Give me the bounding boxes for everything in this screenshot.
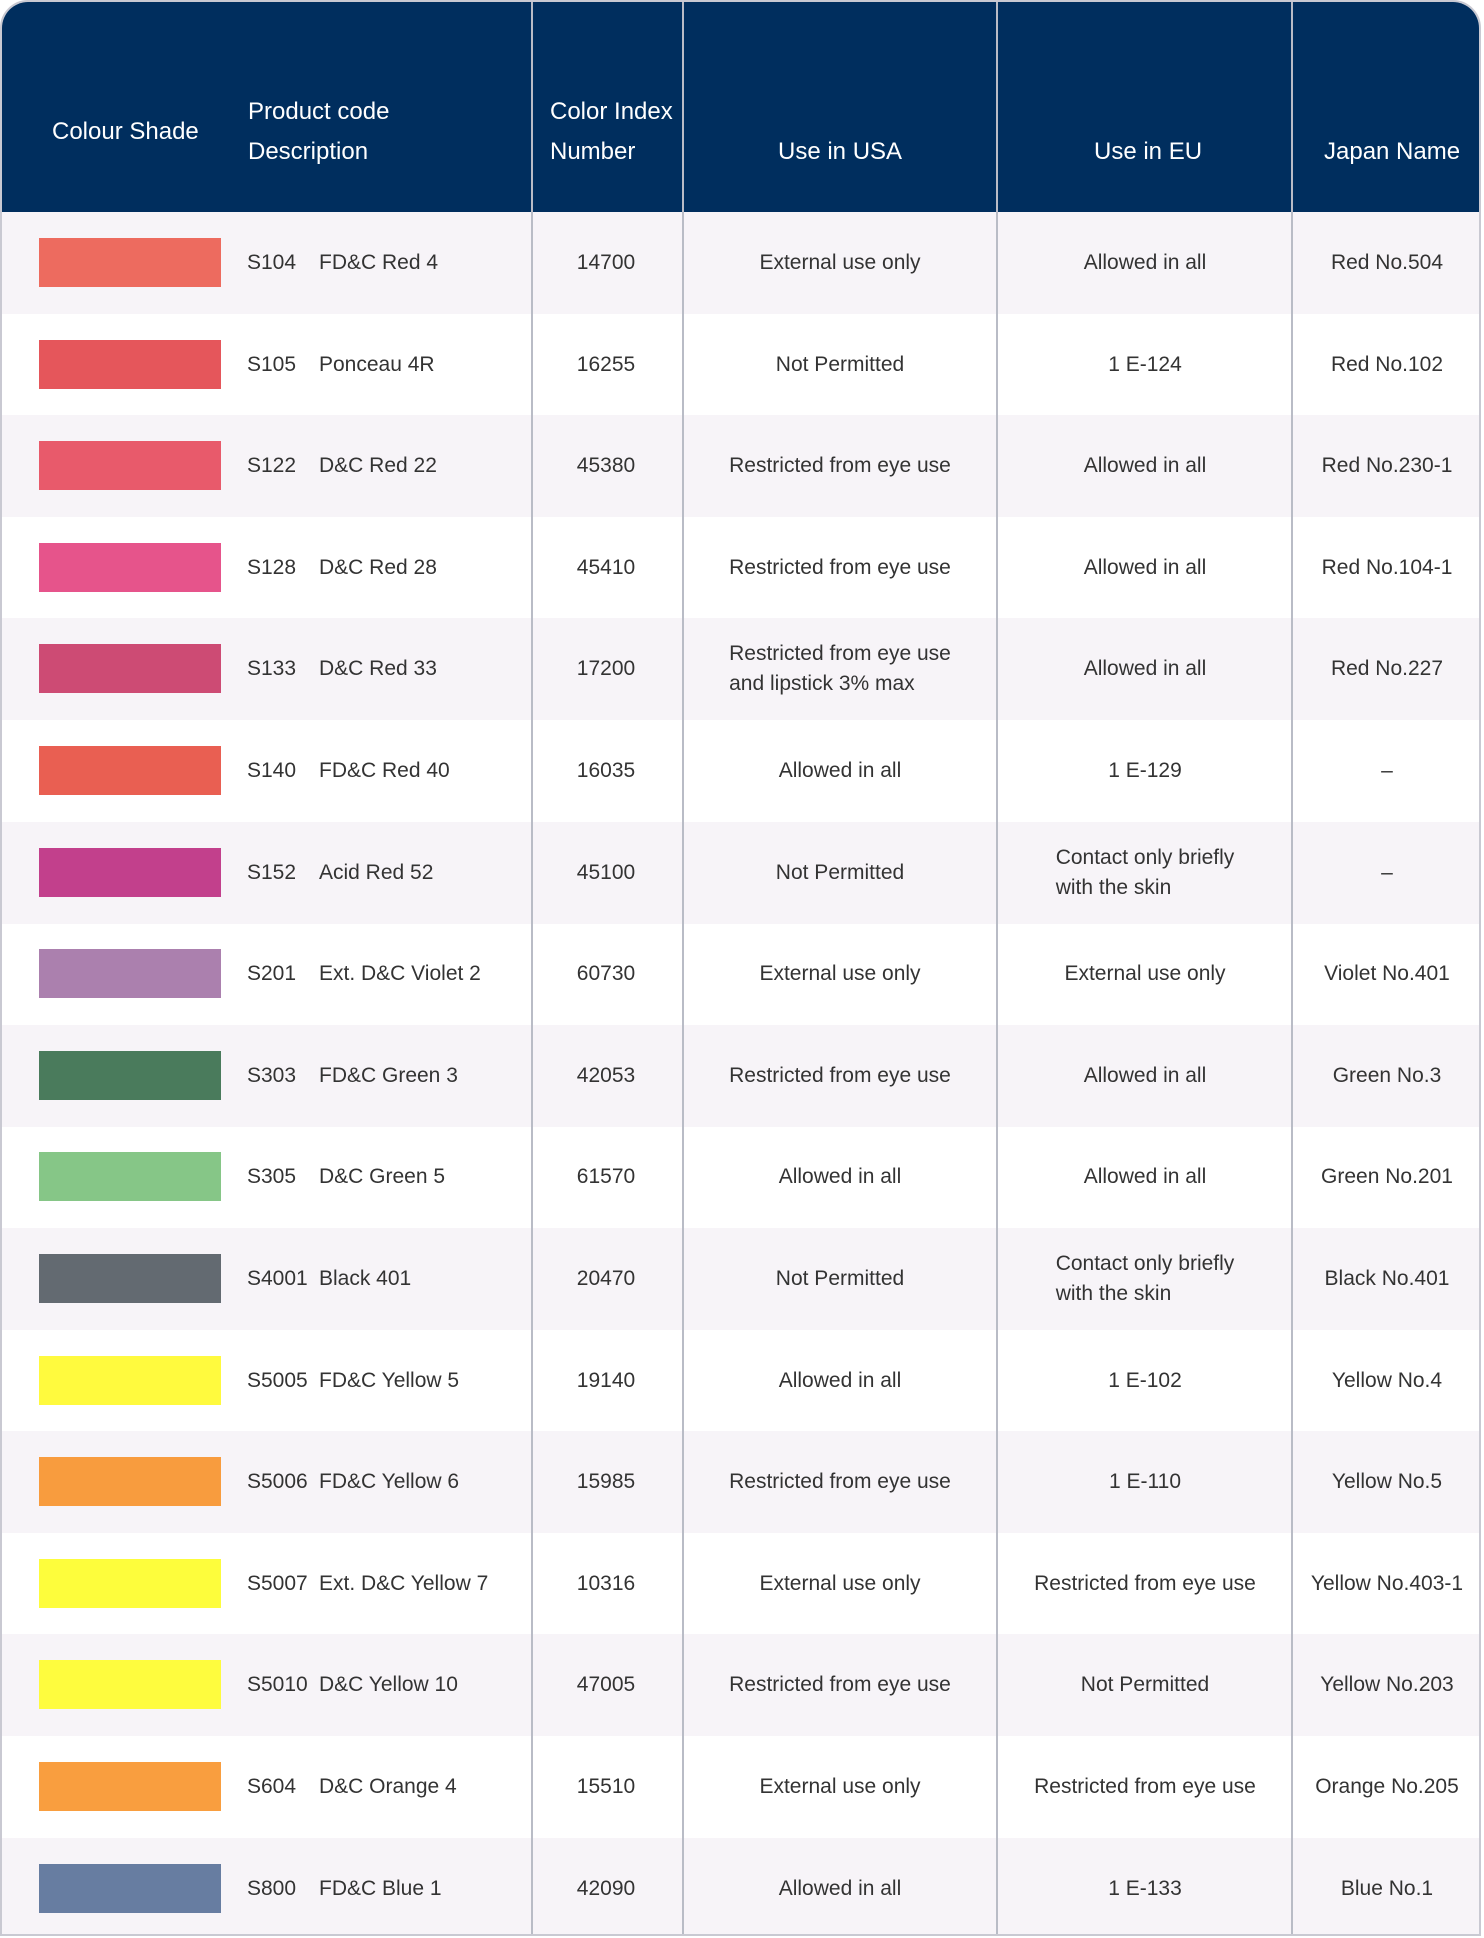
japan-name: Black No.401 — [1324, 1267, 1450, 1290]
table-row — [2, 1533, 1479, 1635]
header-description-label: Description — [248, 138, 369, 165]
use-in-eu-text — [1108, 756, 1182, 786]
product-code: S122 — [247, 454, 297, 478]
product-description: D&C Red 28 — [319, 555, 437, 579]
table-row — [2, 1228, 1479, 1330]
color-index-number: 15985 — [576, 1470, 636, 1494]
use-in-usa-text — [776, 1264, 904, 1294]
use-in-eu-line: Allowed in all — [1083, 555, 1207, 579]
table-row — [2, 923, 1479, 1025]
table-row — [2, 1838, 1479, 1936]
use-in-eu-text — [1108, 1874, 1182, 1904]
colour-swatch — [39, 1762, 221, 1811]
colour-swatch — [39, 1051, 221, 1100]
table-row — [2, 720, 1479, 822]
product-description: FD&C Blue 1 — [319, 1876, 442, 1900]
product-description: FD&C Red 40 — [319, 759, 450, 782]
product-code: S152 — [247, 860, 297, 884]
header-color-index — [550, 92, 673, 172]
use-in-eu-text — [1108, 350, 1182, 380]
color-index-number: 45410 — [576, 555, 636, 579]
japan-name: Red No.104-1 — [1321, 555, 1453, 579]
use-in-usa-text — [759, 248, 920, 278]
japan-name: Red No.230-1 — [1321, 454, 1453, 478]
colour-swatch — [39, 1152, 221, 1201]
use-in-eu-text — [1081, 1670, 1209, 1700]
use-in-eu — [999, 1533, 1291, 1635]
product-code: S5010 — [247, 1673, 308, 1697]
colour-swatch — [39, 949, 221, 998]
japan-name: Yellow No.203 — [1320, 1673, 1454, 1697]
colour-swatch — [39, 441, 221, 490]
use-in-usa-line: Not Permitted — [775, 352, 905, 376]
product-description: D&C Yellow 10 — [319, 1673, 458, 1697]
use-in-usa-text — [779, 1874, 902, 1904]
japan-name: Yellow No.4 — [1331, 1368, 1443, 1392]
use-in-eu-text — [1084, 451, 1207, 481]
product-code: S303 — [247, 1063, 297, 1087]
use-in-usa-line: Not Permitted — [775, 1267, 905, 1290]
japan-name: Red No.227 — [1330, 657, 1444, 681]
use-in-usa-text — [729, 451, 951, 481]
use-in-usa — [685, 1126, 995, 1228]
use-in-usa — [685, 923, 995, 1025]
color-index-number: 42090 — [576, 1876, 636, 1900]
use-in-eu-text — [1064, 959, 1225, 989]
use-in-eu — [999, 1736, 1291, 1838]
table-row — [2, 1330, 1479, 1432]
use-in-usa-text — [759, 1772, 920, 1802]
product-code: S305 — [247, 1165, 297, 1189]
product-description: FD&C Green 3 — [319, 1063, 458, 1087]
use-in-eu-line: Allowed in all — [1083, 1063, 1207, 1087]
use-in-usa-text — [759, 959, 920, 989]
use-in-eu — [999, 314, 1291, 416]
use-in-eu-text — [1034, 1569, 1256, 1599]
table-row — [2, 618, 1479, 720]
colour-swatch — [39, 746, 221, 795]
colour-swatch — [39, 1864, 221, 1913]
use-in-eu — [999, 923, 1291, 1025]
japan-name: Yellow No.5 — [1331, 1470, 1443, 1494]
use-in-usa-line: Not Permitted — [775, 860, 905, 884]
column-divider — [682, 2, 684, 1934]
japan-name: – — [1381, 759, 1393, 782]
use-in-eu — [999, 822, 1291, 924]
use-in-usa-line: Restricted from eye use — [729, 1063, 951, 1087]
use-in-eu-text — [1084, 248, 1207, 278]
colour-swatch — [39, 1254, 221, 1303]
use-in-usa-line: and lipstick 3% max — [729, 672, 915, 696]
use-in-eu-text — [1084, 553, 1207, 583]
use-in-usa-text — [729, 1061, 951, 1091]
use-in-eu-line: Not Permitted — [1080, 1673, 1210, 1697]
table-row — [2, 1025, 1479, 1127]
use-in-eu — [999, 720, 1291, 822]
use-in-eu-text — [1056, 1249, 1235, 1309]
color-index-number: 60730 — [576, 962, 636, 986]
use-in-usa-line: Allowed in all — [778, 1368, 902, 1392]
use-in-usa-line: Restricted from eye use — [729, 1470, 951, 1494]
table-row — [2, 822, 1479, 924]
use-in-eu — [999, 618, 1291, 720]
product-description: D&C Green 5 — [319, 1165, 446, 1189]
use-in-usa — [685, 1330, 995, 1432]
use-in-usa-text — [729, 1467, 951, 1497]
color-index-number: 45100 — [576, 860, 636, 884]
product-code: S128 — [247, 555, 297, 579]
product-code: S4001 — [247, 1267, 308, 1290]
color-index-number: 16035 — [576, 759, 636, 782]
color-index-number: 47005 — [576, 1673, 636, 1697]
use-in-eu-text — [1108, 1366, 1182, 1396]
use-in-eu-line: Allowed in all — [1083, 657, 1207, 681]
use-in-usa-line: Restricted from eye use — [729, 454, 951, 478]
use-in-usa-line: Allowed in all — [778, 1876, 902, 1900]
use-in-usa — [685, 415, 995, 517]
product-description: FD&C Red 4 — [319, 251, 439, 274]
table-row — [2, 1126, 1479, 1228]
use-in-eu-line: 1 E-124 — [1108, 352, 1182, 376]
use-in-usa-line: External use only — [759, 1775, 921, 1798]
use-in-usa — [685, 1736, 995, 1838]
use-in-eu-line: with the skin — [1055, 875, 1172, 899]
product-description: D&C Red 22 — [319, 454, 437, 478]
use-in-usa-line: Allowed in all — [778, 759, 902, 782]
use-in-usa-line: External use only — [759, 962, 921, 986]
header-colour-shade: Colour Shade — [52, 118, 199, 145]
use-in-eu — [999, 1838, 1291, 1936]
use-in-eu-text — [1084, 1162, 1207, 1192]
colour-swatch — [39, 1559, 221, 1608]
color-index-number: 15510 — [576, 1775, 636, 1798]
colour-swatch — [39, 644, 221, 693]
use-in-usa — [685, 720, 995, 822]
header-use-usa: Use in USA — [778, 138, 903, 165]
use-in-eu-line: 1 E-129 — [1108, 759, 1182, 782]
japan-name: Green No.3 — [1332, 1063, 1442, 1087]
use-in-usa-text — [729, 1670, 951, 1700]
use-in-eu-line: Contact only briefly — [1055, 1252, 1235, 1275]
product-code: S105 — [247, 352, 297, 376]
use-in-eu-line: with the skin — [1055, 1282, 1172, 1305]
color-index-number: 61570 — [576, 1165, 636, 1189]
use-in-usa — [685, 618, 995, 720]
table-row — [2, 314, 1479, 416]
use-in-usa — [685, 314, 995, 416]
use-in-usa — [685, 822, 995, 924]
column-divider — [996, 2, 998, 1934]
column-divider — [531, 2, 533, 1934]
use-in-usa-line: Restricted from eye use — [729, 1673, 951, 1697]
product-description: D&C Orange 4 — [319, 1775, 457, 1798]
use-in-usa-line: Restricted from eye use — [729, 555, 951, 579]
header-japan-name: Japan Name — [1324, 138, 1461, 165]
use-in-eu-text — [1109, 1467, 1181, 1497]
colour-swatch — [39, 848, 221, 897]
color-index-number: 17200 — [576, 657, 636, 681]
use-in-usa-line: External use only — [759, 251, 921, 274]
table-row — [2, 1634, 1479, 1736]
header-number-label: Number — [550, 138, 636, 165]
product-description: Ext. D&C Violet 2 — [319, 962, 481, 986]
table-header — [2, 2, 1479, 212]
use-in-eu — [999, 1228, 1291, 1330]
japan-name: Yellow No.403-1 — [1310, 1571, 1464, 1595]
product-code: S133 — [247, 657, 297, 681]
use-in-eu-line: Restricted from eye use — [1034, 1571, 1256, 1595]
color-index-number: 19140 — [576, 1368, 636, 1392]
use-in-eu — [999, 1126, 1291, 1228]
header-product-code-label: Product code — [248, 98, 390, 125]
table-row — [2, 415, 1479, 517]
use-in-usa — [685, 1228, 995, 1330]
use-in-usa-text — [776, 858, 904, 888]
japan-name: Green No.201 — [1321, 1165, 1453, 1189]
colour-swatch — [39, 543, 221, 592]
table-row — [2, 517, 1479, 619]
japan-name: Red No.102 — [1330, 352, 1444, 376]
product-code: S104 — [247, 251, 297, 274]
use-in-usa-line: Restricted from eye use — [729, 642, 951, 666]
product-code: S5007 — [247, 1571, 308, 1595]
use-in-usa-line: External use only — [759, 1571, 921, 1595]
use-in-usa — [685, 212, 995, 314]
colour-swatch — [39, 340, 221, 389]
product-description: Acid Red 52 — [319, 860, 434, 884]
table-row — [2, 1736, 1479, 1838]
color-index-number: 45380 — [576, 454, 636, 478]
use-in-eu-line: Restricted from eye use — [1034, 1775, 1256, 1798]
header-color-index-label: Color Index — [550, 98, 673, 125]
use-in-eu-line: 1 E-110 — [1109, 1470, 1181, 1494]
use-in-usa — [685, 1025, 995, 1127]
japan-name: Blue No.1 — [1340, 1876, 1434, 1900]
use-in-usa — [685, 1533, 995, 1635]
product-code: S800 — [247, 1876, 297, 1900]
use-in-usa-text — [729, 639, 951, 699]
product-description: FD&C Yellow 5 — [319, 1368, 460, 1392]
japan-name: Red No.504 — [1330, 251, 1444, 274]
use-in-eu-line: External use only — [1064, 962, 1226, 986]
use-in-eu-line: Contact only briefly — [1055, 845, 1235, 869]
use-in-eu — [999, 415, 1291, 517]
use-in-eu-text — [1084, 1061, 1207, 1091]
use-in-usa-text — [759, 1569, 920, 1599]
product-code: S604 — [247, 1775, 297, 1798]
color-index-number: 20470 — [576, 1267, 636, 1290]
use-in-usa-line: Allowed in all — [778, 1165, 902, 1189]
header-product-code — [248, 92, 389, 172]
column-divider — [1291, 2, 1293, 1934]
table-row — [2, 1431, 1479, 1533]
japan-name: Orange No.205 — [1315, 1775, 1459, 1798]
product-description: Ext. D&C Yellow 7 — [319, 1571, 489, 1595]
use-in-eu-text — [1084, 654, 1207, 684]
colour-swatch — [39, 1356, 221, 1405]
product-description: Ponceau 4R — [319, 352, 435, 376]
use-in-usa-text — [779, 1162, 902, 1192]
table-row — [2, 212, 1479, 314]
use-in-usa — [685, 1634, 995, 1736]
use-in-eu — [999, 212, 1291, 314]
product-description: FD&C Yellow 6 — [319, 1470, 460, 1494]
japan-name: Violet No.401 — [1324, 962, 1450, 986]
header-use-eu: Use in EU — [1094, 138, 1203, 165]
colour-swatch — [39, 1660, 221, 1709]
use-in-usa-text — [776, 350, 904, 380]
product-code: S5005 — [247, 1368, 308, 1392]
use-in-usa-text — [779, 1366, 902, 1396]
color-index-number: 16255 — [576, 352, 636, 376]
product-description: D&C Red 33 — [319, 657, 437, 681]
use-in-eu — [999, 517, 1291, 619]
use-in-eu-line: Allowed in all — [1083, 1165, 1207, 1189]
use-in-eu-text — [1034, 1772, 1256, 1802]
use-in-eu — [999, 1330, 1291, 1432]
use-in-eu — [999, 1025, 1291, 1127]
use-in-usa — [685, 517, 995, 619]
use-in-usa — [685, 1431, 995, 1533]
use-in-eu-text — [1056, 843, 1235, 903]
product-code: S140 — [247, 759, 297, 782]
use-in-usa-text — [779, 756, 902, 786]
use-in-eu — [999, 1634, 1291, 1736]
use-in-eu-line: 1 E-133 — [1108, 1876, 1182, 1900]
use-in-eu-line: Allowed in all — [1083, 454, 1207, 478]
product-code: S201 — [247, 962, 297, 986]
use-in-usa-text — [729, 553, 951, 583]
japan-name: – — [1381, 860, 1393, 884]
product-code: S5006 — [247, 1470, 308, 1494]
color-index-number: 10316 — [576, 1571, 636, 1595]
colour-swatch — [39, 1457, 221, 1506]
use-in-usa — [685, 1838, 995, 1936]
use-in-eu-line: 1 E-102 — [1108, 1368, 1182, 1392]
colour-swatch — [39, 238, 221, 287]
color-index-number: 14700 — [576, 251, 636, 274]
product-description: Black 401 — [319, 1267, 412, 1290]
color-index-number: 42053 — [576, 1063, 636, 1087]
use-in-eu — [999, 1431, 1291, 1533]
use-in-eu-line: Allowed in all — [1083, 251, 1207, 274]
